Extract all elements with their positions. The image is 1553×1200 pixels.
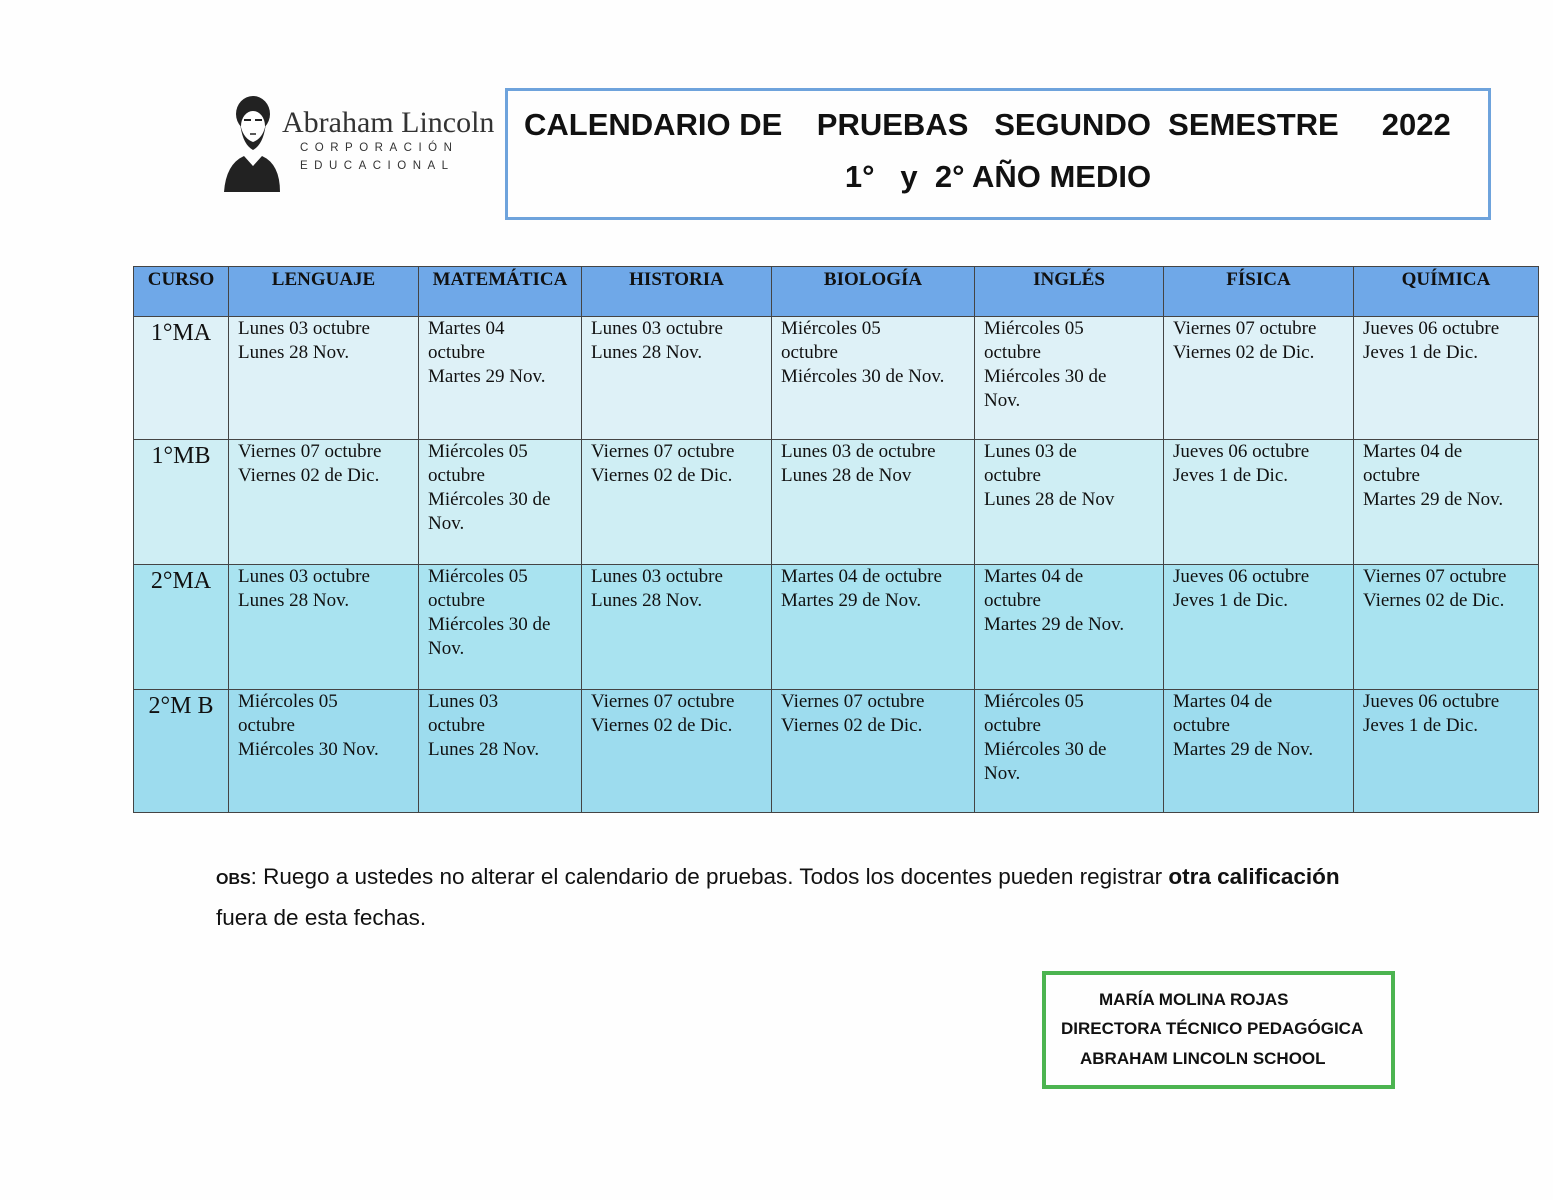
table-cell: Miércoles 05 octubre Miércoles 30 Nov. [229,690,419,813]
exam-calendar-table [133,266,1539,813]
table-cell: Lunes 03 octubre Lunes 28 Nov. [229,565,419,690]
table-cell: Lunes 03 de octubre Lunes 28 de Nov [975,440,1164,565]
table-cell: Martes 04 de octubre Martes 29 de Nov. [975,565,1164,690]
table-cell: Miércoles 05 octubre Miércoles 30 de Nov. [419,565,582,690]
signature-school: ABRAHAM LINCOLN SCHOOL [1080,1049,1326,1068]
table-cell: Jueves 06 octubre Jeves 1 de Dic. [1164,440,1354,565]
table-cell: Lunes 03 octubre Lunes 28 Nov. [582,565,772,690]
header-curso: CURSO [134,267,229,317]
table-cell: Martes 04 de octubre Martes 29 de Nov. [1354,440,1539,565]
lincoln-portrait-icon [220,92,282,197]
table-cell: Viernes 07 octubre Viernes 02 de Dic. [582,440,772,565]
signature-name: MARÍA MOLINA ROJAS [1099,990,1289,1009]
observation-note [216,858,1476,937]
table-row [134,690,1539,813]
table-cell: Miércoles 05 octubre Miércoles 30 de Nov. [419,440,582,565]
header-ingles: INGLÉS [975,267,1164,317]
table-cell: Viernes 07 octubre Viernes 02 de Dic. [229,440,419,565]
header-historia: HISTORIA [582,267,772,317]
table-row [134,317,1539,440]
table-cell: Martes 04 de octubre Martes 29 de Nov. [1164,690,1354,813]
header-fisica: FÍSICA [1164,267,1354,317]
header-lenguaje: LENGUAJE [229,267,419,317]
table-cell: Lunes 03 octubre Lunes 28 Nov. [582,317,772,440]
table-cell: Viernes 07 octubre Viernes 02 de Dic. [1164,317,1354,440]
table-cell: Jueves 06 octubre Jeves 1 de Dic. [1164,565,1354,690]
logo-subtitle-2: EDUCACIONAL [300,160,455,172]
obs-text: : Ruego a ustedes no alterar el calendario de pruebas. Todos los docentes pueden registrar [250,864,1169,889]
school-logo [220,92,495,197]
obs-bold-text: otra calificación [1168,864,1340,889]
table-cell: Miércoles 05 octubre Miércoles 30 de Nov. [772,317,975,440]
table-cell: Miércoles 05 octubre Miércoles 30 de Nov. [975,317,1164,440]
table-cell: Viernes 07 octubre Viernes 02 de Dic. [582,690,772,813]
table-cell: Lunes 03 de octubre Lunes 28 de Nov [772,440,975,565]
table-row [134,440,1539,565]
course-cell: 2°MA [134,565,229,690]
table-cell: Viernes 07 octubre Viernes 02 de Dic. [1354,565,1539,690]
obs-text-continued: fuera de esta fechas. [216,905,427,930]
header-quimica: QUÍMICA [1354,267,1539,317]
signature-role: DIRECTORA TÉCNICO PEDAGÓGICA [1061,1019,1364,1038]
header-biologia: BIOLOGÍA [772,267,975,317]
table-row [134,565,1539,690]
course-cell: 1°MB [134,440,229,565]
table-cell: Martes 04 de octubre Martes 29 de Nov. [772,565,975,690]
logo-subtitle-1: CORPORACIÓN [300,142,459,154]
course-cell: 2°M B [134,690,229,813]
table-cell: Lunes 03 octubre Lunes 28 Nov. [229,317,419,440]
table-cell: Jueves 06 octubre Jeves 1 de Dic. [1354,690,1539,813]
table-cell: Viernes 07 octubre Viernes 02 de Dic. [772,690,975,813]
table-cell: Lunes 03 octubre Lunes 28 Nov. [419,690,582,813]
title-box [505,88,1491,220]
logo-name: Abraham Lincoln [282,106,495,139]
table-cell: Miércoles 05 octubre Miércoles 30 de Nov. [975,690,1164,813]
table-header-row [134,267,1539,317]
course-cell: 1°MA [134,317,229,440]
table-cell: Jueves 06 octubre Jeves 1 de Dic. [1354,317,1539,440]
table-cell: Martes 04 octubre Martes 29 Nov. [419,317,582,440]
page-title: CALENDARIO DE PRUEBAS SEGUNDO SEMESTRE 2022 [524,107,1451,142]
header-matematica: MATEMÁTICA [419,267,582,317]
signature-box [1042,971,1395,1089]
obs-label: OBS [216,871,251,888]
page-subtitle: 1° y 2° AÑO MEDIO [844,159,1152,194]
